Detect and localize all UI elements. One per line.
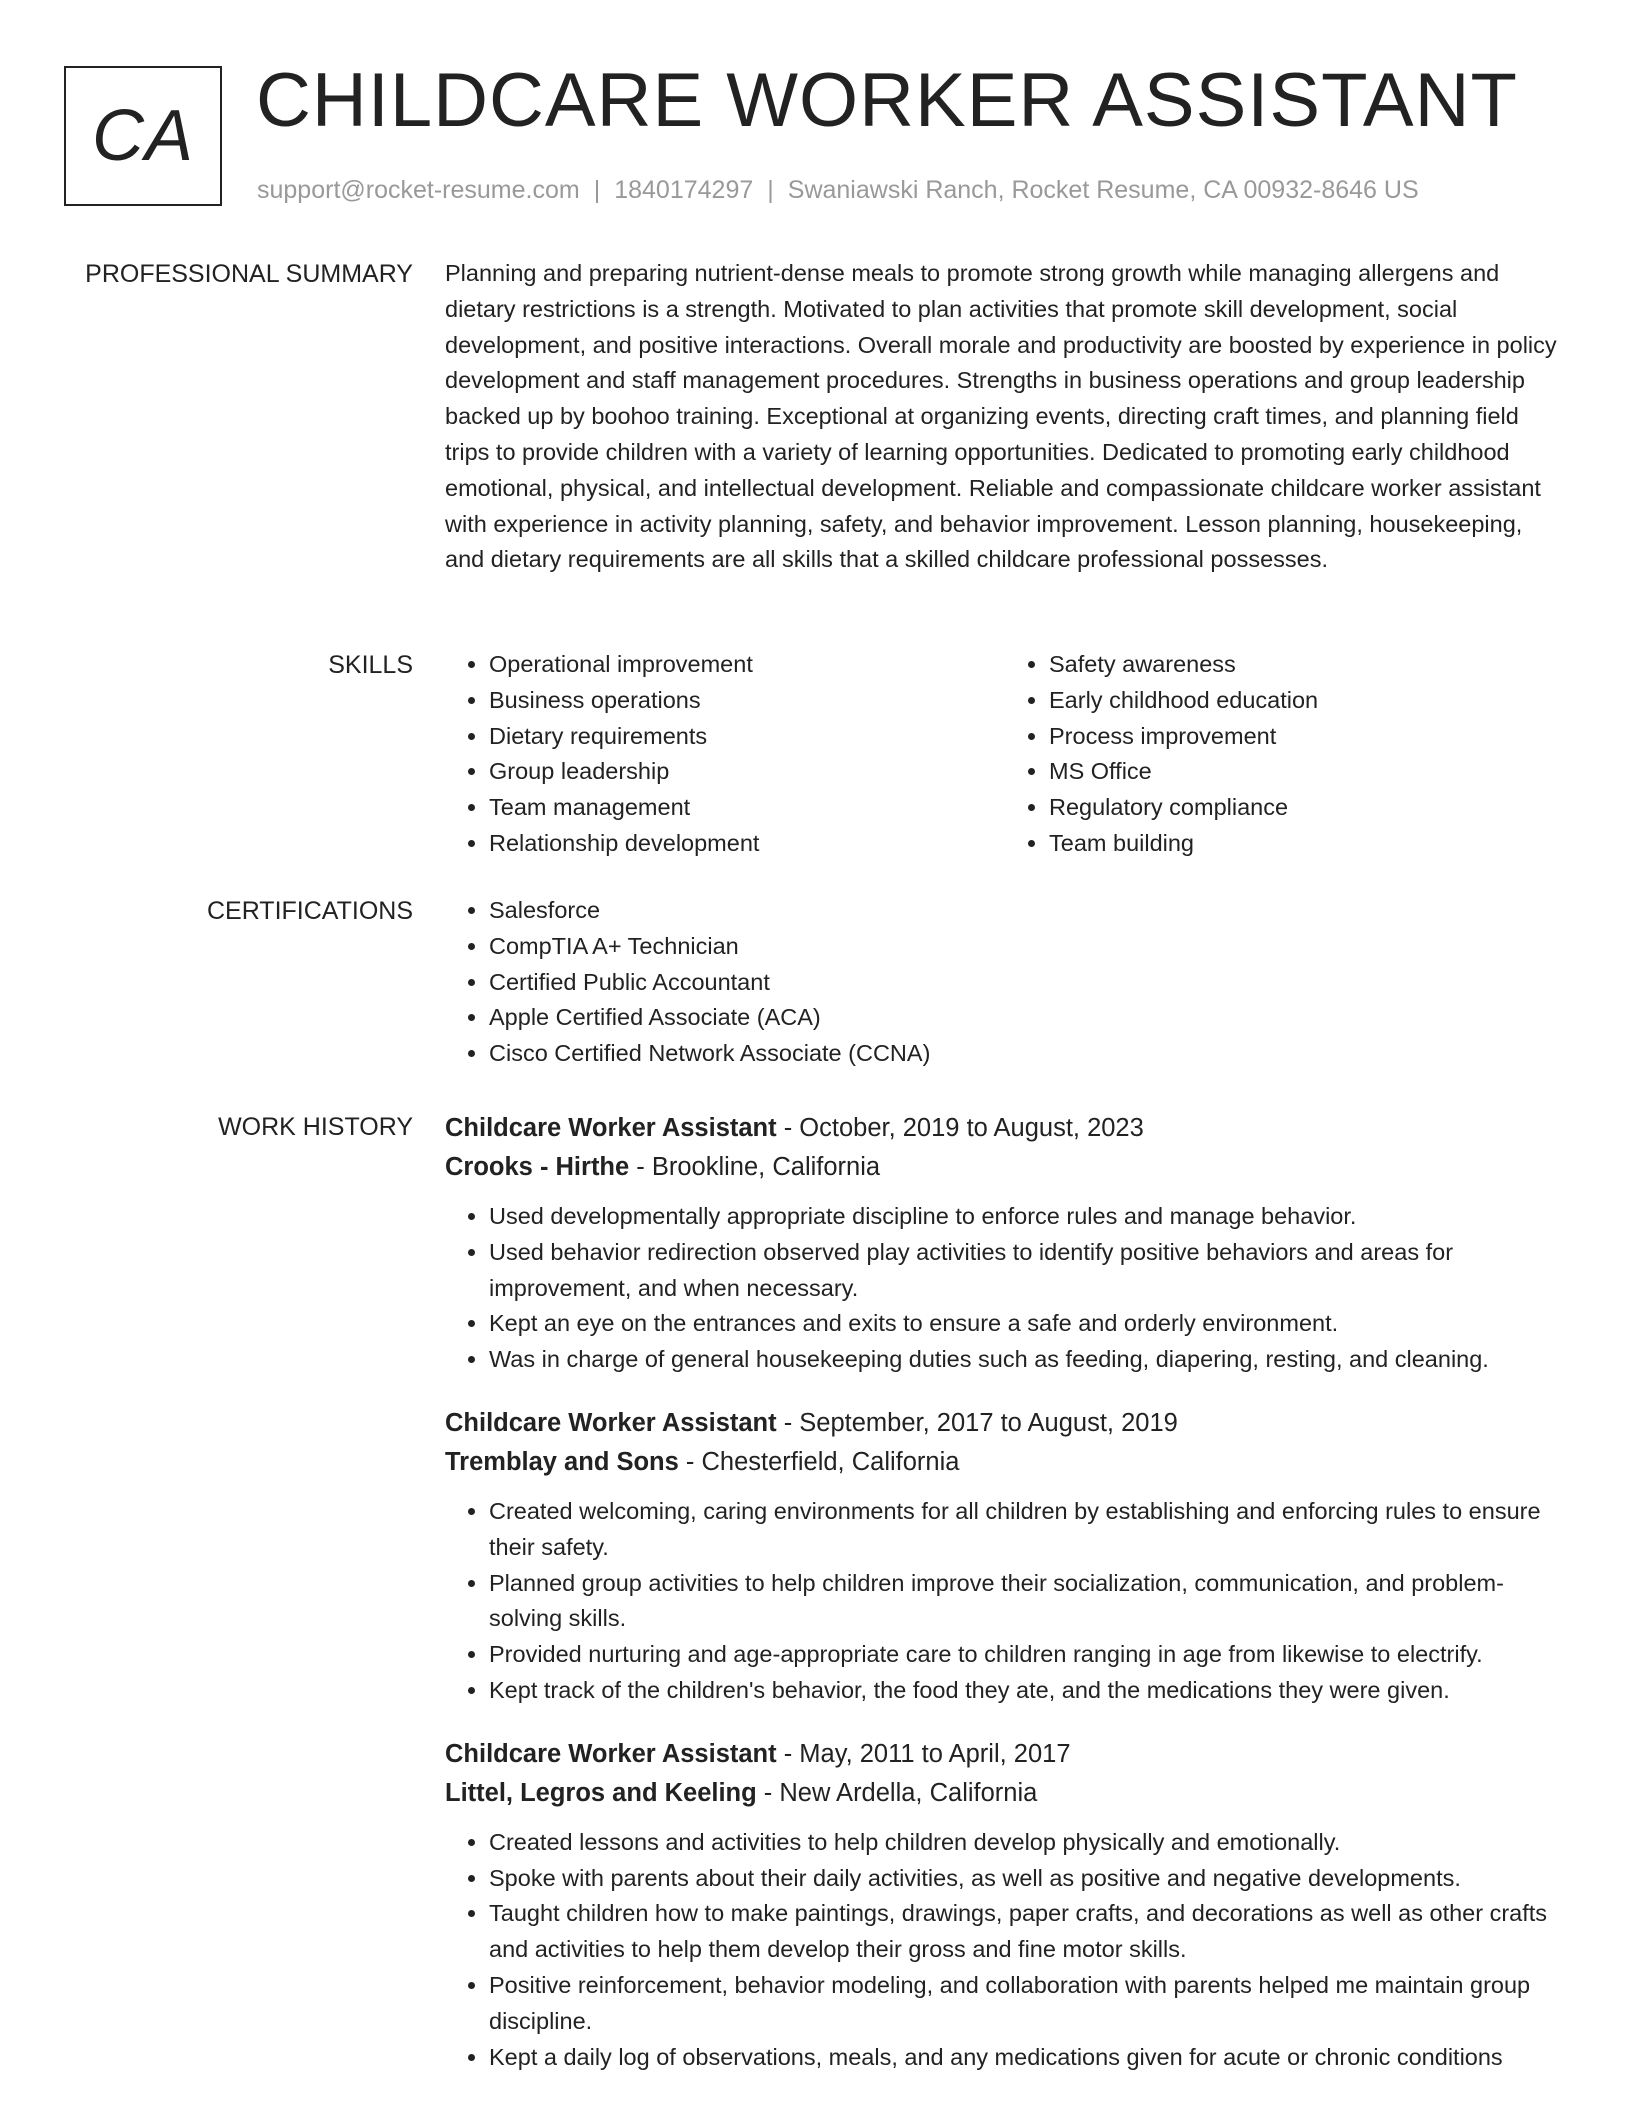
job-company-line — [445, 1443, 1565, 1482]
resume-title: CHILDCARE WORKER ASSISTANT — [256, 58, 1518, 143]
job-bullet: • Provided nurturing and age-appropriate care to children ranging in age from likewise to electrify. — [489, 1637, 1565, 1673]
job-bullet: • Created lessons and activities to help children develop physically and emotionally. — [489, 1825, 1565, 1861]
summary-body — [445, 256, 1565, 578]
contact-separator: | — [593, 176, 601, 204]
skill-item: • Team management — [489, 790, 1005, 826]
job-dates: - May, 2011 to April, 2017 — [776, 1739, 1071, 1768]
job-title-line — [445, 1404, 1565, 1443]
job-dates: - October, 2019 to August, 2023 — [776, 1114, 1144, 1142]
job-bullet: • Kept an eye on the entrances and exits to ensure a safe and orderly environment. — [489, 1306, 1565, 1342]
skill-item: • Process improvement — [1049, 719, 1565, 755]
contact-email[interactable]: support@rocket-resume.com — [257, 176, 580, 204]
contact-phone[interactable]: 1840174297 — [614, 176, 754, 204]
job-dates: - September, 2017 to August, 2019 — [776, 1408, 1178, 1437]
job-bullet: • Created welcoming, caring environments for all children by establishing and enforcing rules to ensure their safety. — [489, 1494, 1565, 1566]
job-bullets — [445, 1825, 1565, 2076]
job-company-line — [445, 1774, 1565, 1813]
skill-item: • Safety awareness — [1049, 647, 1565, 683]
contact-separator: | — [767, 176, 774, 204]
section-label-summary: PROFESSIONAL SUMMARY — [85, 260, 413, 288]
section-label-skills: SKILLS — [328, 651, 413, 679]
section-label-certifications: CERTIFICATIONS — [206, 897, 413, 925]
skill-item: • Dietary requirements — [489, 719, 1005, 755]
skills-list-left — [445, 647, 1005, 862]
job-bullet: • Planned group activities to help children improve their socialization, communication, and problem-solving skills. — [489, 1566, 1565, 1638]
job-location: - Chesterfield, California — [678, 1447, 960, 1476]
job-entry — [445, 1735, 1565, 2076]
job-bullet: • Used developmentally appropriate discipline to enforce rules and manage behavior. — [489, 1199, 1565, 1235]
certification-item: • Certified Public Accountant — [489, 965, 1565, 1001]
certifications-body — [445, 893, 1565, 1072]
job-entry — [445, 1109, 1565, 1378]
certification-item: • CompTIA A+ Technician — [489, 929, 1565, 965]
summary-text: Planning and preparing nutrient-dense meals to promote strong growth while managing allergens and dietary restrictions is a strength. Motivated to plan activities that promote skill development, social development, and positive interactions. Overall morale and productivity are boosted by experience in policy development and staff management procedures. Strengths in business operations and group leadership backed up by boohoo training. Exceptional at organizing events, directing craft times, and planning field trips to provide children with a variety of learning opportunities. Dedicated to promoting early childhood emotional, physical, and intellectual development. Reliable and compassionate childcare worker assistant with experience in activity planning, safety, and behavior improvement. Lesson planning, housekeeping, and dietary requirements are all skills that a skilled childcare professional possesses. — [445, 260, 1557, 573]
skills-body — [445, 647, 1565, 862]
skill-item: • Early childhood education — [1049, 683, 1565, 719]
job-company: Crooks - Hirthe — [445, 1153, 630, 1181]
job-entry — [445, 1404, 1565, 1709]
job-bullets — [445, 1199, 1565, 1378]
contact-line — [257, 174, 1419, 206]
job-bullet: • Kept track of the children's behavior, the food they ate, and the medications they were given. — [489, 1673, 1565, 1709]
job-location: - Brookline, California — [629, 1153, 881, 1181]
job-title: Childcare Worker Assistant — [445, 1739, 777, 1768]
skill-item: • Group leadership — [489, 754, 1005, 790]
job-location: - New Ardella, California — [756, 1778, 1038, 1807]
job-company: Tremblay and Sons — [445, 1447, 679, 1476]
certification-item: • Apple Certified Associate (ACA) — [489, 1000, 1565, 1036]
job-title-line — [445, 1109, 1565, 1148]
job-title: Childcare Worker Assistant — [445, 1114, 777, 1142]
certification-item: • Salesforce — [489, 893, 1565, 929]
skill-item: • MS Office — [1049, 754, 1565, 790]
skills-list-right — [1005, 647, 1565, 862]
work-history-body — [445, 1109, 1565, 2101]
skill-item: • Relationship development — [489, 826, 1005, 862]
monogram-badge: CA — [64, 66, 222, 206]
job-bullet: • Was in charge of general housekeeping duties such as feeding, diapering, resting, and cleaning. — [489, 1342, 1565, 1378]
certifications-list — [445, 893, 1565, 1072]
job-bullet: • Used behavior redirection observed play activities to identify positive behaviors and areas for improvement, and when necessary. — [489, 1235, 1565, 1307]
job-company: Littel, Legros and Keeling — [445, 1778, 757, 1807]
job-bullet: • Taught children how to make paintings, drawings, paper crafts, and decorations as well as other crafts and activities to help them develop their gross and fine motor skills. — [489, 1896, 1565, 1968]
skill-item: • Regulatory compliance — [1049, 790, 1565, 826]
job-title: Childcare Worker Assistant — [445, 1408, 777, 1437]
job-bullets — [445, 1494, 1565, 1709]
section-label-work-history: WORK HISTORY — [218, 1113, 413, 1141]
skill-item: • Operational improvement — [489, 647, 1005, 683]
certification-item: • Cisco Certified Network Associate (CCNA) — [489, 1036, 1565, 1072]
job-company-line — [445, 1148, 1565, 1187]
job-title-line — [445, 1735, 1565, 1774]
job-bullet: • Positive reinforcement, behavior modeling, and collaboration with parents helped me maintain group discipline. — [489, 1968, 1565, 2040]
job-bullet: • Kept a daily log of observations, meals, and any medications given for acute or chronic conditions — [489, 2040, 1565, 2076]
job-bullet: • Spoke with parents about their daily activities, as well as positive and negative developments. — [489, 1861, 1565, 1897]
skill-item: • Business operations — [489, 683, 1005, 719]
contact-address: Swaniawski Ranch, Rocket Resume, CA 00932-8646 US — [787, 176, 1419, 204]
skill-item: • Team building — [1049, 826, 1565, 862]
